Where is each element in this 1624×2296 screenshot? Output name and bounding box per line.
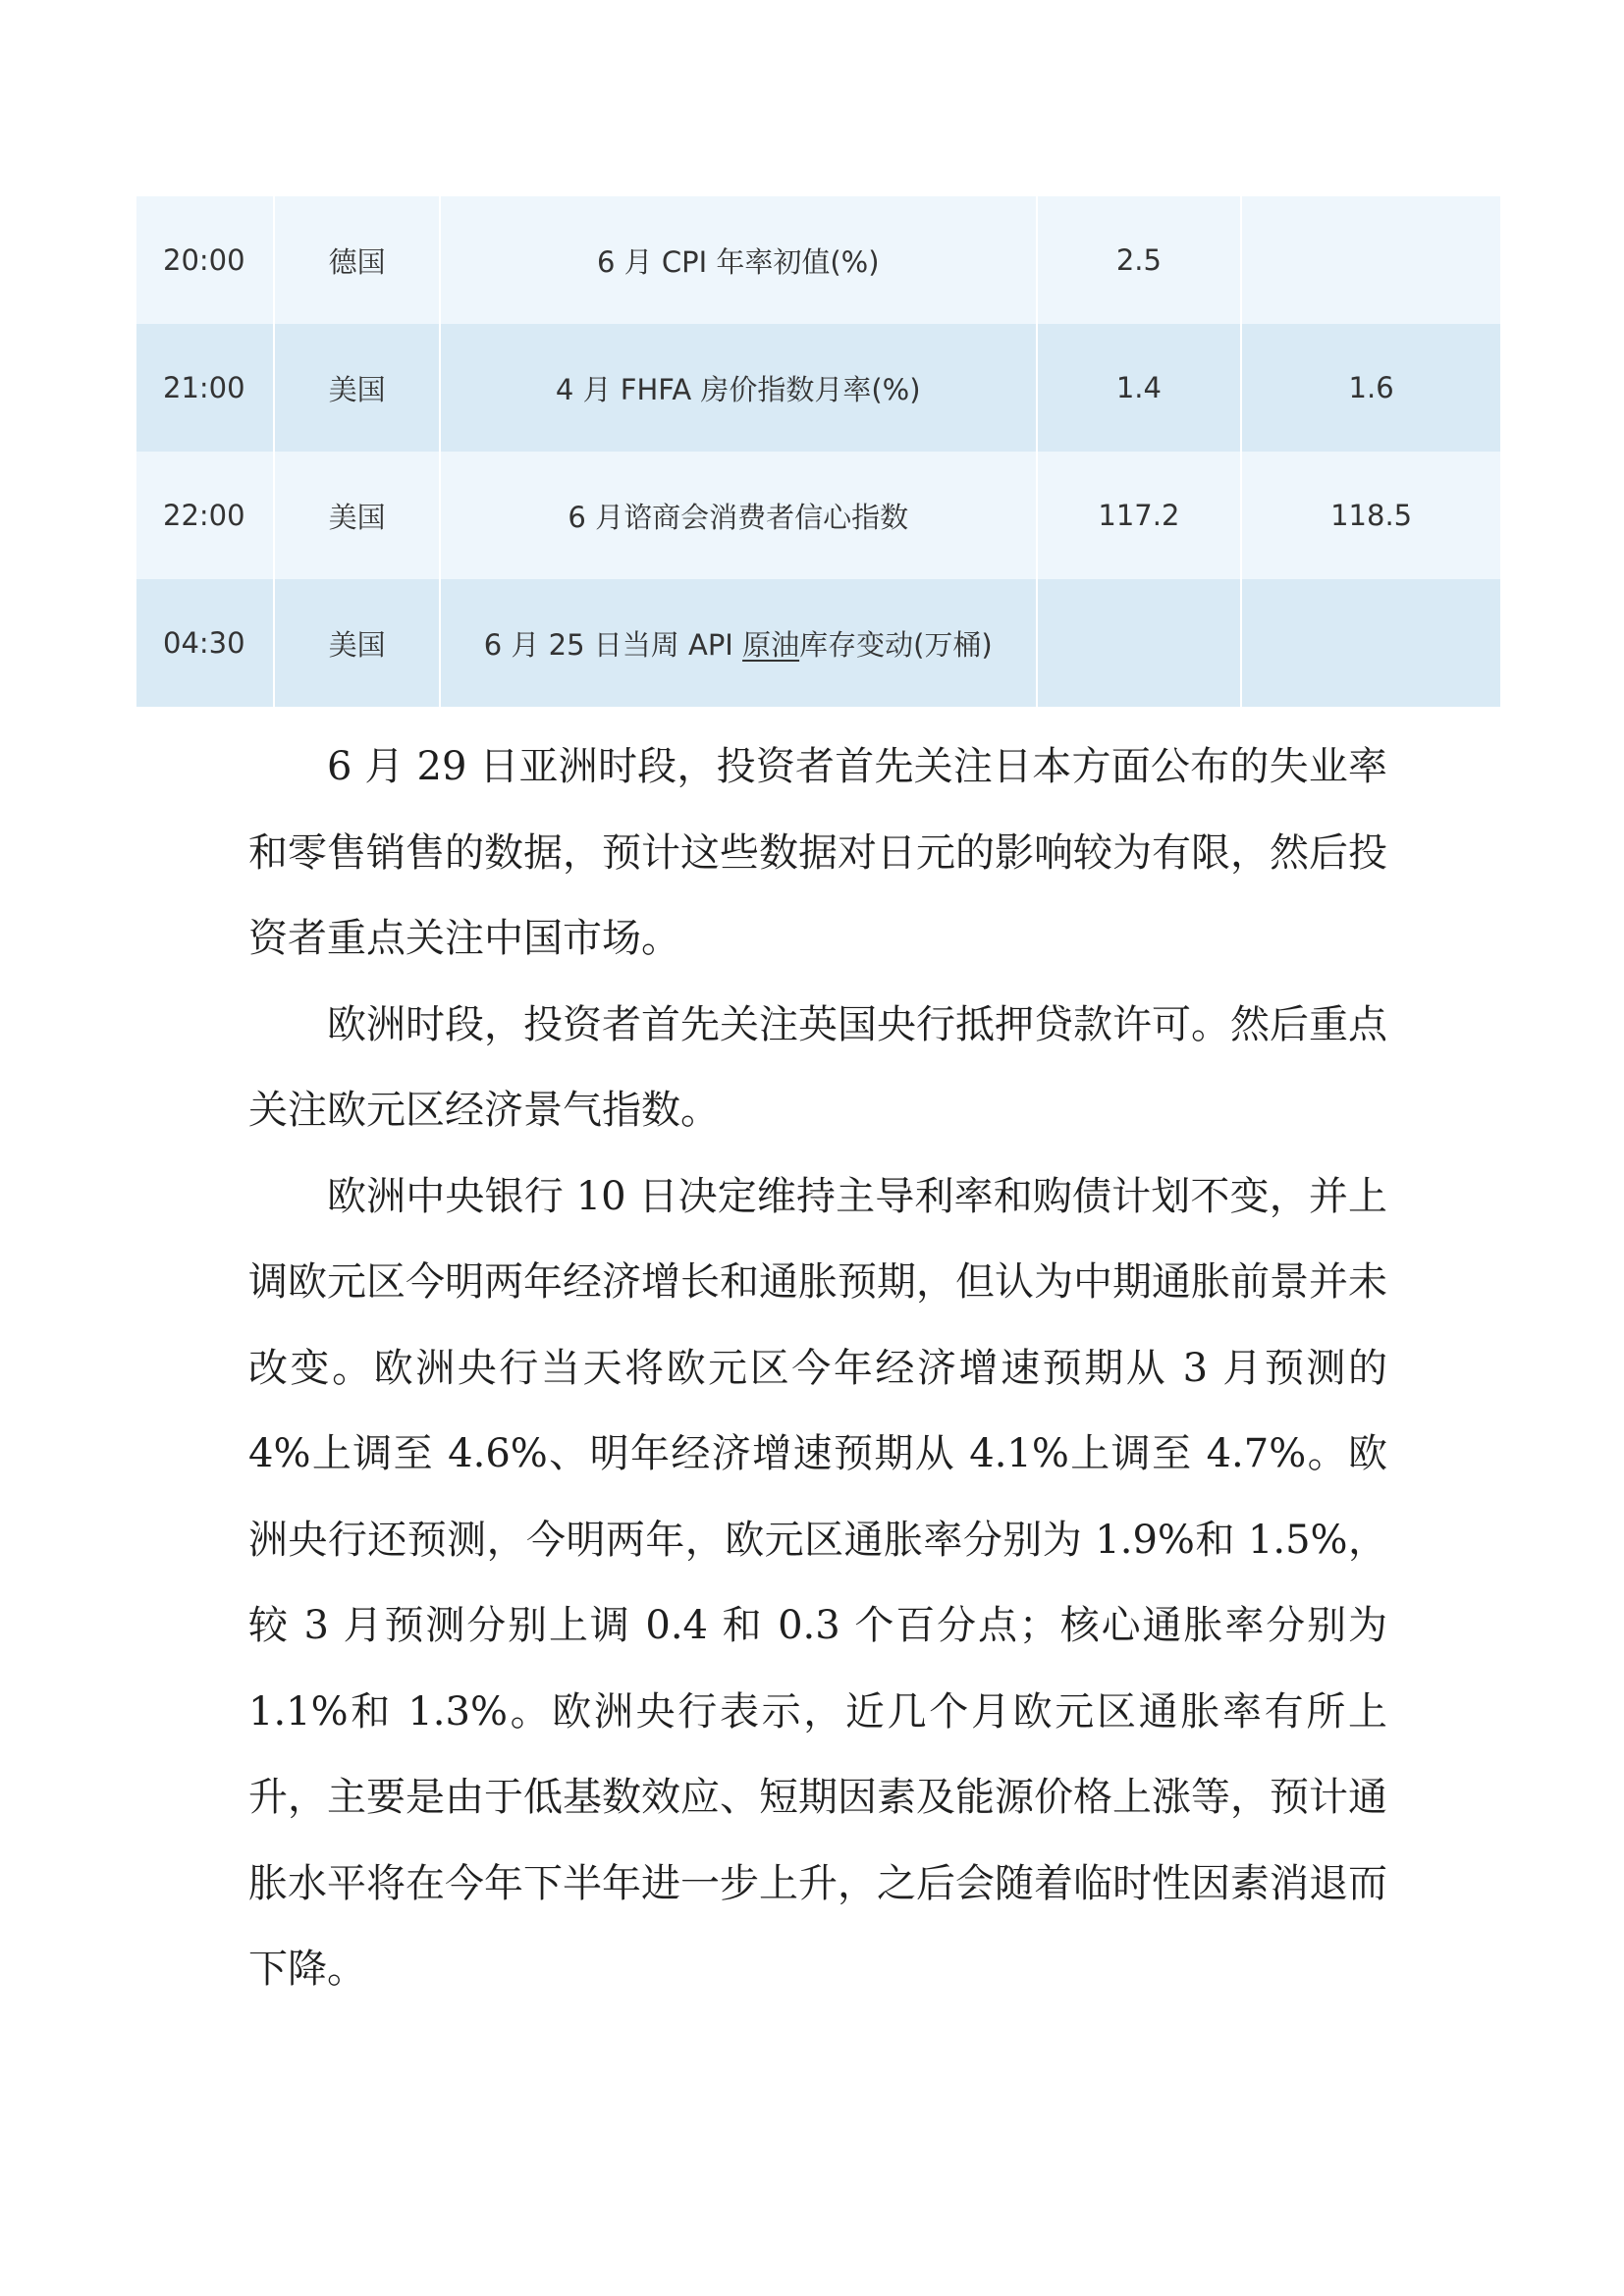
event-cell — [440, 579, 1037, 707]
crude-oil-link[interactable]: 原油 — [742, 627, 800, 662]
time-cell: 04:30 — [136, 579, 274, 707]
paragraph: 6 月 29 日亚洲时段，投资者首先关注日本方面公布的失业率和零售销售的数据，预计这些数据对日元的影响较为有限，然后投资者重点关注中国市场。 — [248, 744, 1387, 961]
time-cell: 22:00 — [136, 452, 274, 579]
event-cell: 6 月 CPI 年率初值(%) — [440, 196, 1037, 324]
previous-value-cell: 2.5 — [1037, 196, 1242, 324]
forecast-value-cell — [1241, 579, 1500, 707]
table-row — [136, 579, 1500, 707]
previous-value-cell: 117.2 — [1037, 452, 1242, 579]
event-text: 库存变动(万桶) — [799, 627, 993, 662]
table-row — [136, 196, 1500, 324]
economic-calendar-table — [136, 196, 1500, 707]
paragraph: 欧洲中央银行 10 日决定维持主导利率和购债计划不变，并上调欧元区今明两年经济增长和通胀预期，但认为中期通胀前景并未改变。欧洲央行当天将欧元区今年经济增速预期从 3 月预测的 4%上调至 4.6%、明年经济增速预期从 4.1%上调至 4.7%。欧洲央行还预测，今明两年，欧元区通胀率分别为 1.9%和 1.5%，较 3 月预测分别上调 0.4 和 0.3 个百分点；核心通胀率分别为 1.1%和 1.3%。欧洲央行表示，近几个月欧元区通胀率有所上升，主要是由于低基数效应、短期因素及能源价格上涨等，预计通胀水平将在今年下半年进一步上升，之后会随着临时性因素消退而下降。 — [248, 1173, 1387, 1992]
country-cell: 德国 — [274, 196, 439, 324]
forecast-value-cell: 118.5 — [1241, 452, 1500, 579]
time-cell: 21:00 — [136, 324, 274, 452]
forecast-value-cell — [1241, 196, 1500, 324]
article-body — [248, 724, 1387, 2013]
event-text: 6 月 25 日当周 API — [483, 627, 743, 662]
paragraph: 欧洲时段，投资者首先关注英国央行抵押贷款许可。然后重点关注欧元区经济景气指数。 — [248, 1001, 1387, 1133]
country-cell: 美国 — [274, 579, 439, 707]
previous-value-cell: 1.4 — [1037, 324, 1242, 452]
country-cell: 美国 — [274, 324, 439, 452]
forecast-value-cell: 1.6 — [1241, 324, 1500, 452]
previous-value-cell — [1037, 579, 1242, 707]
event-cell: 6 月谘商会消费者信心指数 — [440, 452, 1037, 579]
event-cell: 4 月 FHFA 房价指数月率(%) — [440, 324, 1037, 452]
table-row — [136, 324, 1500, 452]
table-row — [136, 452, 1500, 579]
time-cell: 20:00 — [136, 196, 274, 324]
country-cell: 美国 — [274, 452, 439, 579]
